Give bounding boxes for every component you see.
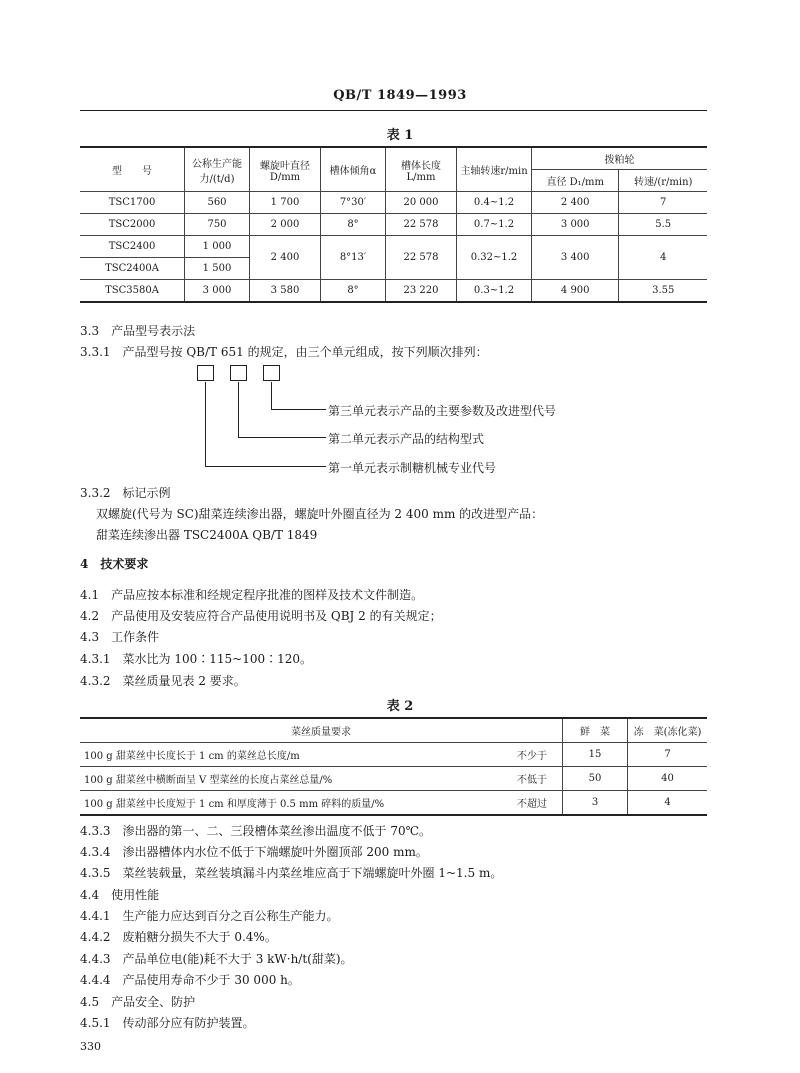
cell: 8° — [321, 214, 386, 236]
cell: 3 — [563, 791, 628, 816]
cell: 0.3~1.2 — [457, 280, 532, 303]
cell: 2 000 — [250, 214, 321, 236]
th-speed: 主轴转速r/min — [457, 147, 532, 192]
section-3-3-2: 3.3.2 标记示例 — [80, 486, 171, 500]
cell: 3.55 — [619, 280, 707, 303]
cell: 3 400 — [532, 236, 619, 280]
table-row — [80, 192, 707, 214]
table1-caption: 表 1 — [386, 128, 414, 143]
table-row — [80, 791, 707, 816]
table2 — [80, 717, 707, 816]
cell: TSC1700 — [80, 192, 185, 214]
cell: 7 — [619, 192, 707, 214]
leader-line-1 — [205, 382, 326, 467]
cell: 100 g 甜菜丝中横断面呈 V 型菜丝的长度占菜丝总量/% — [80, 767, 502, 791]
unit-box-2 — [230, 365, 247, 381]
unit3-label: 第三单元表示产品的主要参数及改进型代号 — [328, 404, 557, 418]
page-header: QB/T 1849—1993 — [333, 88, 467, 103]
cell: TSC3580A — [80, 280, 185, 303]
cell: 3 000 — [532, 214, 619, 236]
unit-box-3 — [263, 365, 280, 381]
table-row — [80, 743, 707, 767]
section-4-4-1: 4.4.1 生产能力应达到百分之百公称生产能力。 — [80, 909, 339, 923]
section-4-4-2: 4.4.2 废粕糖分损失不大于 0.4%。 — [80, 930, 277, 944]
cell: 4 900 — [532, 280, 619, 303]
th-screw-dia: 螺旋叶直径D/mm — [250, 147, 321, 192]
example-line-1: 双螺旋(代号为 SC)甜菜连续渗出器，螺旋叶外圈直径为 2 400 mm 的改进型产品： — [96, 507, 544, 521]
cell: 不低于 — [502, 767, 563, 791]
section-4-2: 4.2 产品使用及安装应符合产品使用说明书及 QBJ 2 的有关规定； — [80, 609, 442, 623]
cell: 560 — [185, 192, 250, 214]
section-4-3-4: 4.3.4 渗出器槽体内水位不低于下端螺旋叶外圈顶部 200 mm。 — [80, 845, 428, 859]
section-4-1: 4.1 产品应按本标准和经规定程序批准的图样及技术文件制造。 — [80, 588, 424, 602]
page-number: 330 — [80, 1040, 101, 1053]
cell: 22 578 — [386, 214, 457, 236]
cell: 15 — [563, 743, 628, 767]
section-4-4-3: 4.4.3 产品单位电(能)耗不大于 3 kW·h/t(甜菜)。 — [80, 952, 353, 966]
th-tilt: 槽体倾角α — [321, 147, 386, 192]
cell: 7°30′ — [321, 192, 386, 214]
cell: 4 — [619, 236, 707, 280]
cell: TSC2400A — [80, 258, 185, 280]
cell: 8°13′ — [321, 236, 386, 280]
cell: TSC2000 — [80, 214, 185, 236]
cell: 750 — [185, 214, 250, 236]
table-row — [80, 767, 707, 791]
cell: 23 220 — [386, 280, 457, 303]
cell: 2 400 — [250, 236, 321, 280]
cell: 1 500 — [185, 258, 250, 280]
section-4-5-1: 4.5.1 传动部分应有防护装置。 — [80, 1016, 255, 1030]
unit1-label: 第一单元表示制糖机械专业代号 — [328, 461, 497, 475]
cell: 3 580 — [250, 280, 321, 303]
cell: 4 — [628, 791, 707, 816]
table2-caption: 表 2 — [386, 699, 414, 714]
cell: 100 g 甜菜丝中长度长于 1 cm 的菜丝总长度/m — [80, 743, 502, 767]
th-capacity: 公称生产能力/(t/d) — [185, 147, 250, 192]
cell: 40 — [628, 767, 707, 791]
th-gear-speed: 转速/(r/min) — [619, 170, 707, 192]
cell: 7 — [628, 743, 707, 767]
cell: 5.5 — [619, 214, 707, 236]
section-4-4: 4.4 使用性能 — [80, 888, 160, 902]
th-length: 槽体长度L/mm — [386, 147, 457, 192]
section-4-3-2: 4.3.2 菜丝质量见表 2 要求。 — [80, 674, 246, 688]
section-4-3: 4.3 工作条件 — [80, 630, 160, 644]
cell: 100 g 甜菜丝中长度短于 1 cm 和厚度薄于 0.5 mm 碎料的质量/% — [80, 791, 502, 816]
cell: 0.7~1.2 — [457, 214, 532, 236]
cell: 20 000 — [386, 192, 457, 214]
cell: 0.32~1.2 — [457, 236, 532, 280]
th-frozen: 冻 菜(冻化菜) — [628, 718, 707, 743]
th-gear: 拨粕轮 — [532, 147, 708, 170]
unit-box-1 — [197, 365, 214, 381]
section-4: 4 技术要求 — [80, 557, 149, 571]
cell: 3 000 — [185, 280, 250, 303]
section-3-3-1: 3.3.1 产品型号按 QB/T 651 的规定，由三个单元组成，按下列顺次排列： — [80, 345, 488, 359]
header-rule — [80, 110, 707, 111]
cell: 50 — [563, 767, 628, 791]
table-row — [80, 236, 707, 258]
section-4-3-1: 4.3.1 菜水比为 100∶115~100∶120。 — [80, 652, 313, 666]
example-line-2: 甜菜连续渗出器 TSC2400A QB/T 1849 — [96, 528, 318, 542]
th-gear-dia: 直径 D₁/mm — [532, 170, 619, 192]
cell: 不少于 — [502, 743, 563, 767]
section-4-4-4: 4.4.4 产品使用寿命不少于 30 000 h。 — [80, 973, 300, 987]
cell: 22 578 — [386, 236, 457, 280]
section-4-5: 4.5 产品安全、防护 — [80, 995, 196, 1009]
section-4-3-3: 4.3.3 渗出器的第一、二、三段槽体菜丝渗出温度不低于 70℃。 — [80, 824, 432, 838]
table-row — [80, 214, 707, 236]
cell: 0.4~1.2 — [457, 192, 532, 214]
section-3-3: 3.3 产品型号表示法 — [80, 324, 196, 338]
table-row — [80, 280, 707, 303]
cell: TSC2400 — [80, 236, 185, 258]
cell: 1 700 — [250, 192, 321, 214]
section-4-3-5: 4.3.5 菜丝装载量，菜丝装填漏斗内菜丝堆应高于下端螺旋叶外圈 1~1.5 m。 — [80, 866, 503, 880]
th-fresh: 鲜 菜 — [563, 718, 628, 743]
th-quality: 菜丝质量要求 — [80, 718, 563, 743]
cell: 不超过 — [502, 791, 563, 816]
unit2-label: 第二单元表示产品的结构型式 — [328, 432, 485, 446]
cell: 2 400 — [532, 192, 619, 214]
cell: 1 000 — [185, 236, 250, 258]
table1 — [80, 146, 707, 303]
cell: 8° — [321, 280, 386, 303]
th-model: 型 号 — [80, 147, 185, 192]
